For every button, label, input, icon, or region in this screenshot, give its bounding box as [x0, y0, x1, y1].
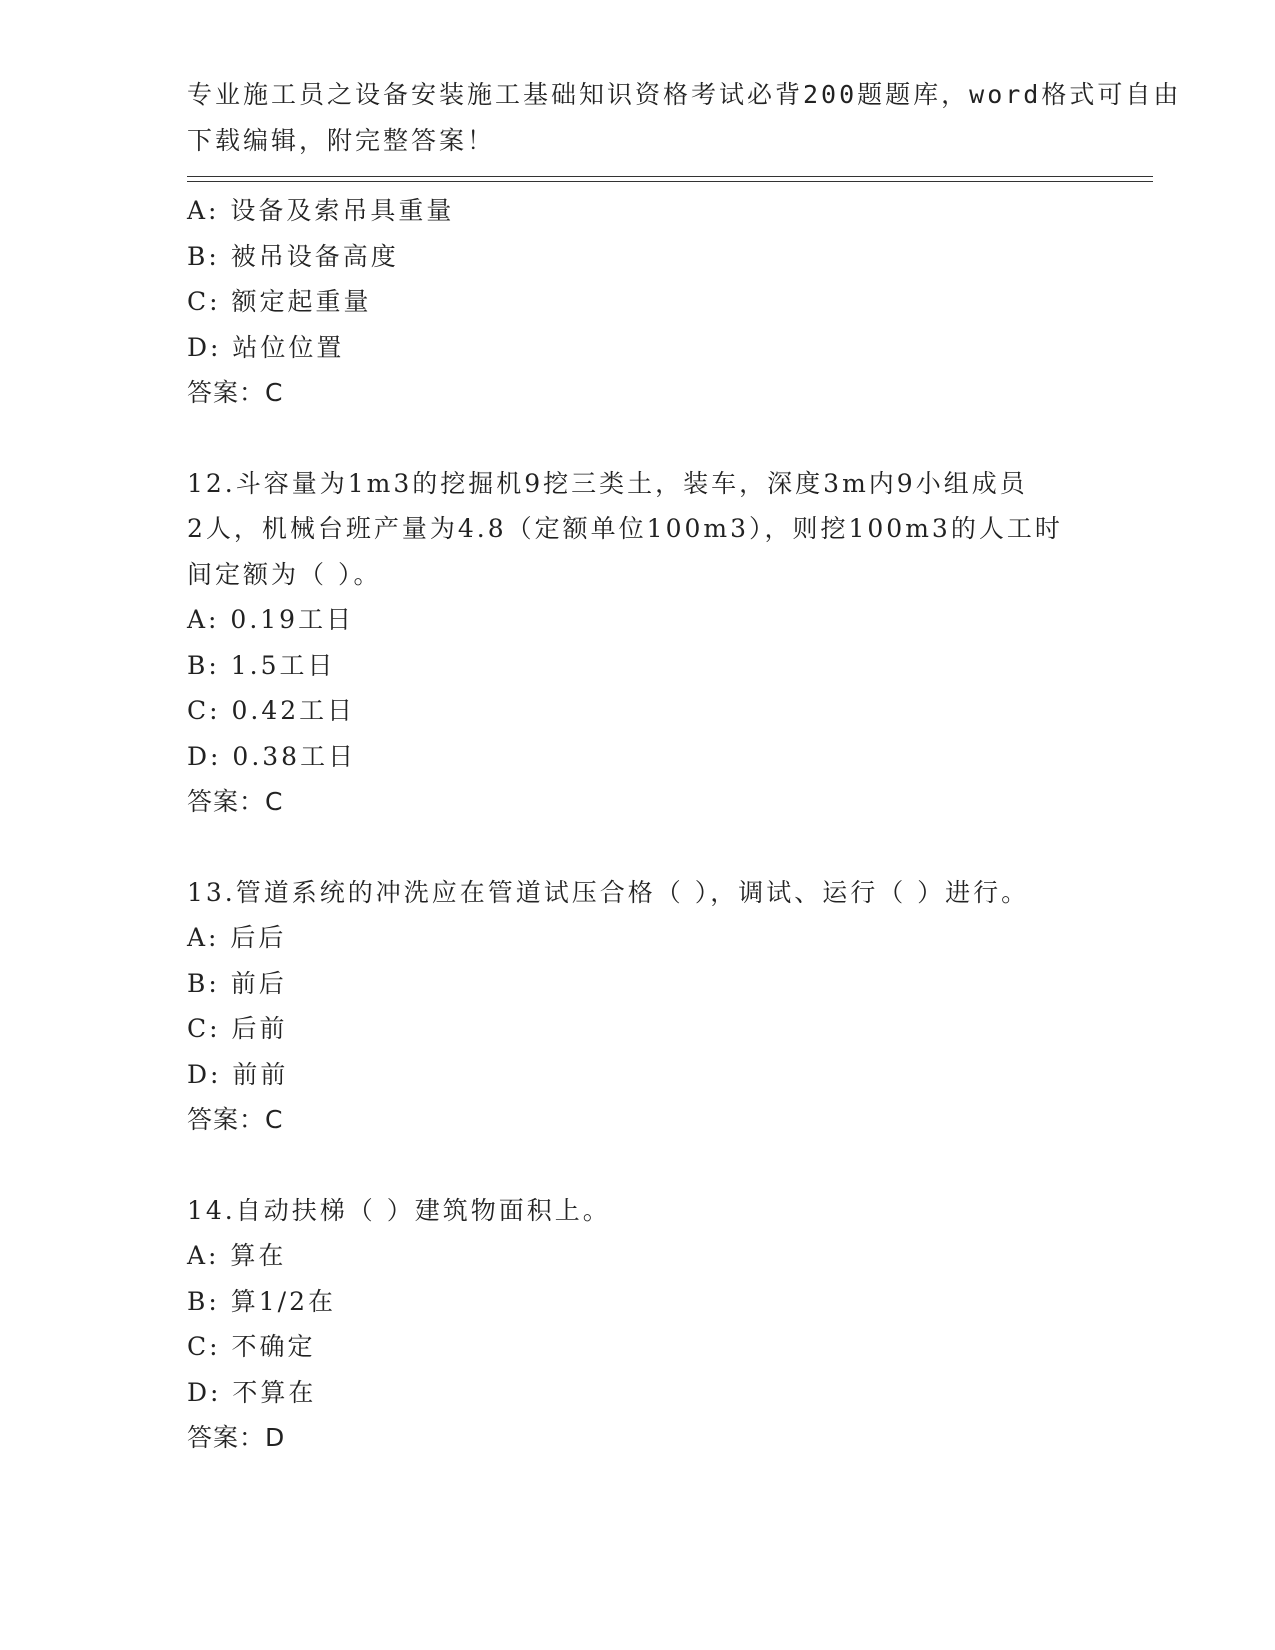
answer: 答案：C [187, 1105, 284, 1134]
answer: 答案：C [187, 787, 284, 816]
option-c: C: 0.42工日 [187, 696, 356, 725]
question-list [187, 188, 1147, 1461]
option-b: B: 前后 [187, 968, 287, 998]
header-line-2: 下载编辑，附完整答案！ [187, 125, 496, 155]
question-stem-line-1: 12.斗容量为1m3的挖掘机9挖三类土，装车，深度3m内9小组成员 [187, 468, 1028, 498]
option-b: B: 1.5工日 [187, 650, 336, 680]
answer: 答案：C [187, 378, 284, 407]
option-c: C: 不确定 [187, 1332, 316, 1361]
option-c: C: 额定起重量 [187, 287, 372, 316]
question-stem-line-2: 2人，机械台班产量为4.8（定额单位100m3），则挖100m3的人工时 [187, 514, 1063, 543]
header-divider-top [187, 176, 1153, 177]
spacer [187, 825, 1147, 870]
spacer [187, 1143, 1147, 1188]
header-line-1: 专业施工员之设备安装施工基础知识资格考试必背200题题库，word格式可自由 [187, 80, 1182, 109]
spacer [187, 416, 1147, 461]
option-d: D: 不算在 [187, 1377, 317, 1407]
question-12 [187, 461, 1147, 825]
option-a: A: 0.19工日 [187, 605, 355, 634]
question-stem-line-1: 13.管道系统的冲洗应在管道试压合格（ ），调试、运行（ ）进行。 [187, 877, 1030, 907]
option-a: A: 设备及索吊具重量 [187, 196, 455, 225]
option-a: A: 算在 [187, 1241, 287, 1270]
question-stem-line-1: 14.自动扶梯（ ）建筑物面积上。 [187, 1195, 611, 1225]
option-b: B: 被吊设备高度 [187, 241, 399, 271]
option-d: D: 0.38工日 [187, 741, 357, 771]
option-c: C: 后前 [187, 1014, 288, 1043]
answer: 答案：D [187, 1423, 286, 1452]
question-14 [187, 1188, 1147, 1461]
question-stem-line-3: 间定额为（ ）。 [187, 559, 382, 589]
question-11 [187, 188, 1147, 416]
option-b: B: 算1/2在 [187, 1286, 336, 1316]
header-divider-bottom [187, 181, 1153, 182]
document-header [187, 72, 1182, 163]
question-13 [187, 870, 1147, 1143]
option-a: A: 后后 [187, 923, 287, 952]
option-d: D: 前前 [187, 1059, 289, 1089]
option-d: D: 站位位置 [187, 332, 345, 362]
